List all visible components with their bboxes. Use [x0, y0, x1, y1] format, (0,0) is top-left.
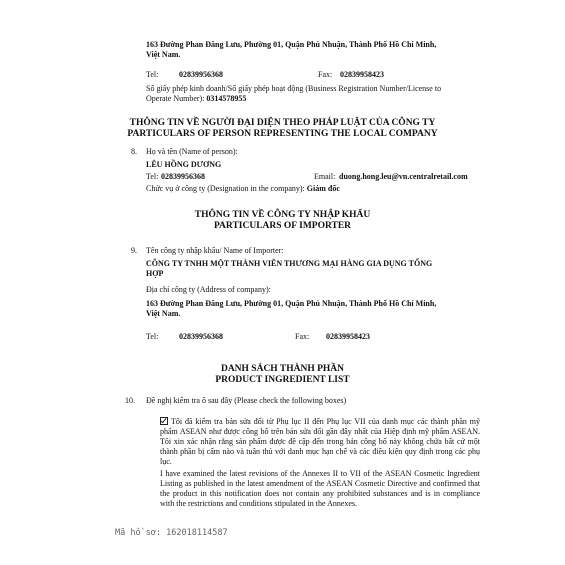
- importer-heading-en: PARTICULARS OF IMPORTER: [213, 221, 352, 231]
- checked-checkbox-icon[interactable]: [160, 417, 168, 425]
- file-code: Mã hồ sơ: 162018114587: [115, 528, 228, 538]
- license-label-line2: Operate Number): 0314578955: [146, 94, 247, 103]
- importer-address-line2: Việt Nam.: [146, 309, 181, 318]
- person-email-value: duong.hong.leu@vn.centralretail.com: [339, 172, 468, 181]
- person-name-value: LÊU HỒNG DƯƠNG: [146, 160, 222, 169]
- company-address-line1: 163 Đường Phan Đăng Lưu, Phường 01, Quận Phú Nhuận, Thành Phố Hồ Chí Minh,: [146, 40, 437, 49]
- importer-tel-value: 02839956368: [179, 332, 223, 341]
- importer-tel-label: Tel:: [146, 332, 159, 341]
- company-tel-label: Tel:: [146, 70, 159, 79]
- importer-address-line1: 163 Đường Phan Đăng Lưu, Phường 01, Quận Phú Nhuận, Thành Phố Hồ Chí Minh,: [146, 299, 437, 308]
- importer-name-line2: HỢP: [146, 269, 164, 278]
- person-tel-value: 02839956368: [161, 172, 205, 181]
- representative-heading-vi: THÔNG TIN VỀ NGƯỜI ĐẠI DIỆN THEO PHÁP LUẬT CỦA CÔNG TY: [129, 118, 436, 128]
- declaration-vi: Tôi đã kiểm tra bản sửa đổi từ Phụ lục II đến Phụ lục VII của danh mục các thành phần mỹ phẩm ASEAN như được công bố trên bản sửa đổi gần đây nhất của Hiệp định mỹ phẩm ASEAN. Tôi xin xác nhận rằng sản phẩm được đề cập đến trong bản công bố này không chứa bất cứ một thành phần bị cấm nào và tuân thủ với danh mục hạn chế và các điều kiện quy định trong các phụ lục.: [160, 417, 480, 466]
- company-address-line2: Việt Nam.: [146, 50, 181, 59]
- person-tel-label: Tel:: [146, 172, 159, 181]
- license-value: 0314578955: [206, 94, 247, 103]
- person-position-value: Giám đốc: [306, 184, 340, 193]
- item-number-8: 8.: [131, 147, 137, 156]
- person-position-label: Chức vụ ở công ty (Designation in the company): Giám đốc: [146, 184, 340, 193]
- license-label-line1: Số giấy phép kinh doanh/Số giấy phép hoạt động (Business Registration Number/License to: [146, 84, 442, 93]
- representative-heading-en: PARTICULARS OF PERSON REPRESENTING THE LOCAL COMPANY: [127, 129, 438, 139]
- importer-fax-value: 02839958423: [326, 332, 370, 341]
- declaration-en: I have examined the latest revisions of the Annexes II to VII of the ASEAN Cosmetic Ingredient Listing as published in the latest amendment of the ASEAN Cosmetic Directive and confirmed that the product in this notification does not contain any prohibited substances and is in compliance with the restrictions and conditions stipulated in the Annexes.: [160, 469, 480, 508]
- person-email-label: Email:: [314, 172, 336, 181]
- importer-heading-vi: THÔNG TIN VỀ CÔNG TY NHẬP KHẨU: [194, 210, 371, 220]
- company-fax-value: 02839958423: [340, 70, 384, 79]
- item-number-10: 10.: [125, 396, 135, 405]
- importer-name-label: Tên công ty nhập khẩu/ Name of Importer:: [146, 246, 284, 255]
- company-tel-value: 02839956368: [179, 70, 223, 79]
- ingredient-heading-vi: DANH SÁCH THÀNH PHẦN: [220, 364, 345, 374]
- importer-fax-label: Fax:: [295, 332, 310, 341]
- ingredient-heading-en: PRODUCT INGREDIENT LIST: [215, 375, 350, 385]
- item-number-9: 9.: [131, 246, 137, 255]
- check-boxes-label: Đề nghị kiểm tra ô sau đây (Please check the following boxes): [146, 396, 347, 405]
- importer-name-line1: CÔNG TY TNHH MỘT THÀNH VIÊN THƯƠNG MẠI HÀNG GIA DỤNG TỔNG: [146, 259, 433, 268]
- importer-address-label: Địa chỉ công ty (Address of company):: [146, 285, 271, 294]
- person-name-label: Họ và tên (Name of person):: [146, 147, 238, 156]
- company-fax-label: Fax:: [318, 70, 333, 79]
